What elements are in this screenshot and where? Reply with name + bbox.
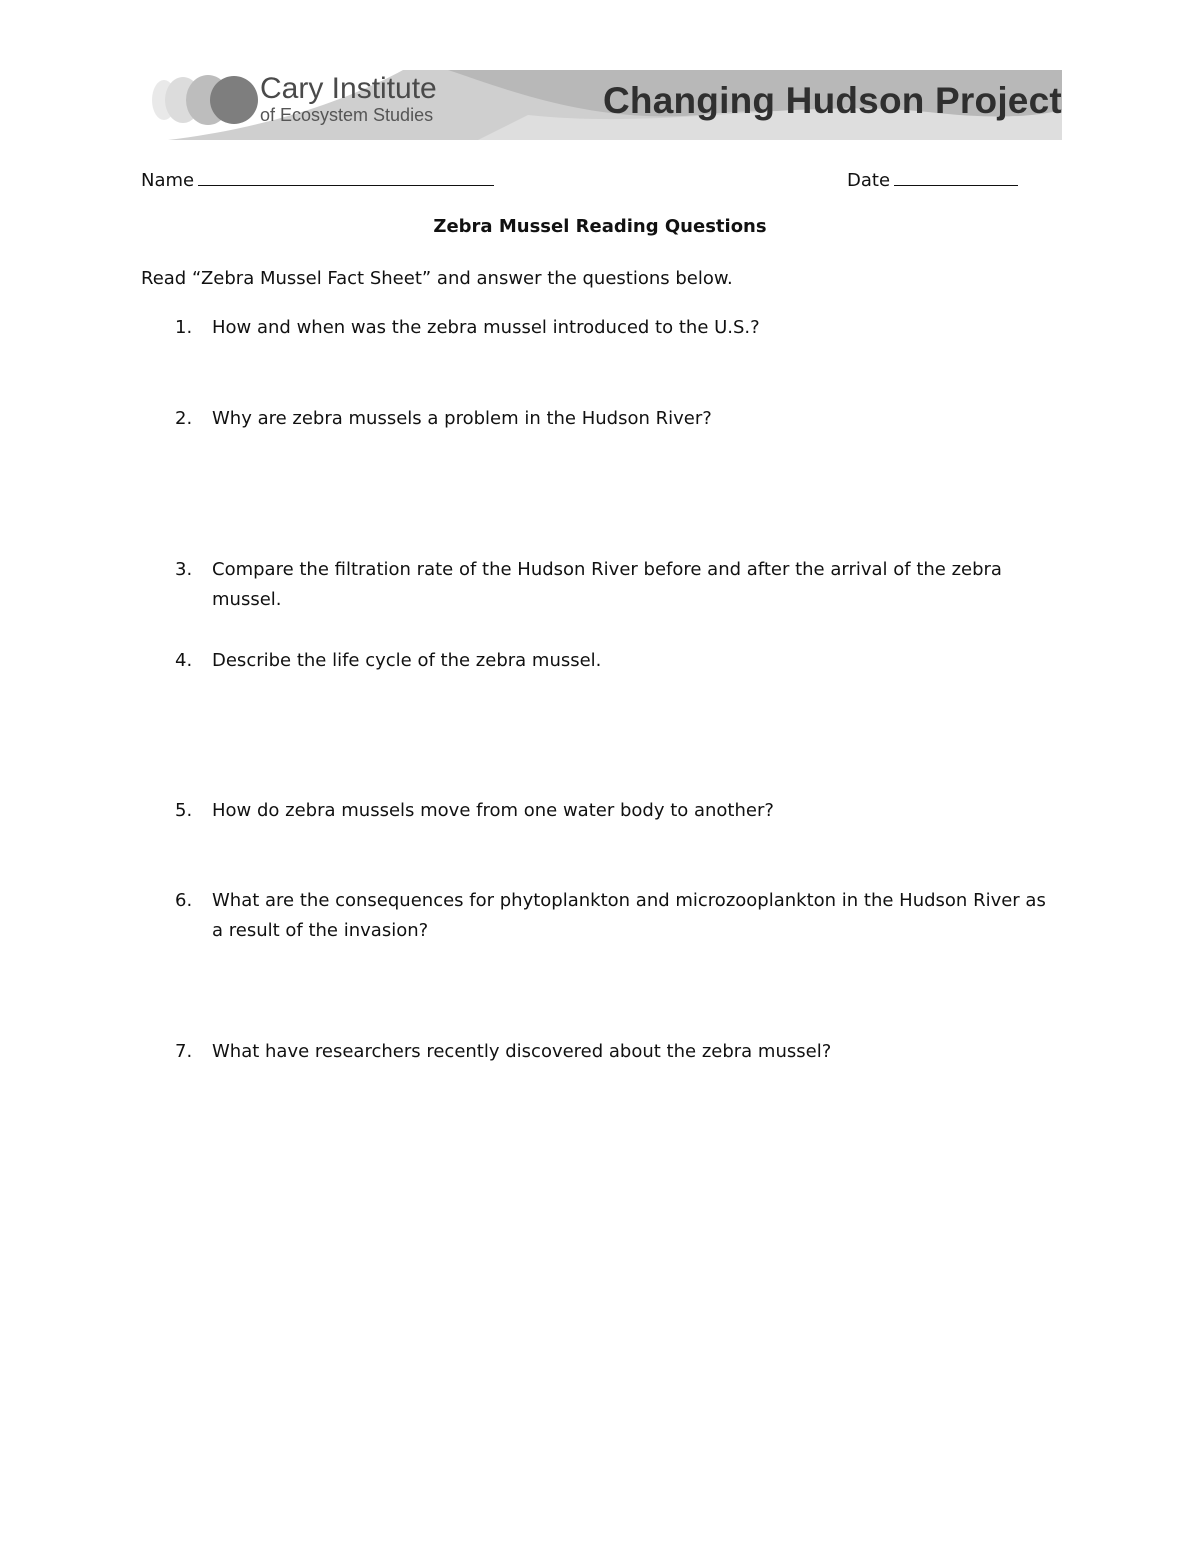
question-number: 2. <box>175 408 193 429</box>
question-number: 3. <box>175 559 193 580</box>
question-text: Why are zebra mussels a problem in the Hudson River? <box>212 408 712 429</box>
question-text: Describe the life cycle of the zebra mussel. <box>212 650 602 671</box>
date-label: Date <box>847 170 891 191</box>
org-name: Cary Institute <box>260 72 437 105</box>
question-number: 6. <box>175 890 193 911</box>
logo-circle-icon <box>210 76 258 124</box>
name-field <box>141 166 494 191</box>
question-text: How and when was the zebra mussel introduced to the U.S.? <box>212 317 760 338</box>
project-name: Changing Hudson Project <box>603 80 1062 121</box>
org-subtitle: of Ecosystem Studies <box>260 105 434 125</box>
question-text: What are the consequences for phytoplankton and microzooplankton in the Hudson River as a result of the invasion? <box>212 890 1046 941</box>
name-input-line[interactable] <box>198 166 494 186</box>
name-label: Name <box>141 170 195 191</box>
question-number: 5. <box>175 800 193 821</box>
date-input-line[interactable] <box>894 166 1018 186</box>
instructions: Read “Zebra Mussel Fact Sheet” and answer the questions below. <box>141 268 733 289</box>
page-title: Zebra Mussel Reading Questions <box>433 216 767 237</box>
question-number: 1. <box>175 317 193 338</box>
question-text: Compare the filtration rate of the Hudson River before and after the arrival of the zebra mussel. <box>212 559 1002 610</box>
question-number: 4. <box>175 650 193 671</box>
question-text: How do zebra mussels move from one water body to another? <box>212 800 774 821</box>
header-banner <box>148 70 1062 140</box>
question-text: What have researchers recently discovered about the zebra mussel? <box>212 1041 832 1062</box>
date-field <box>847 166 1018 191</box>
question-number: 7. <box>175 1041 193 1062</box>
